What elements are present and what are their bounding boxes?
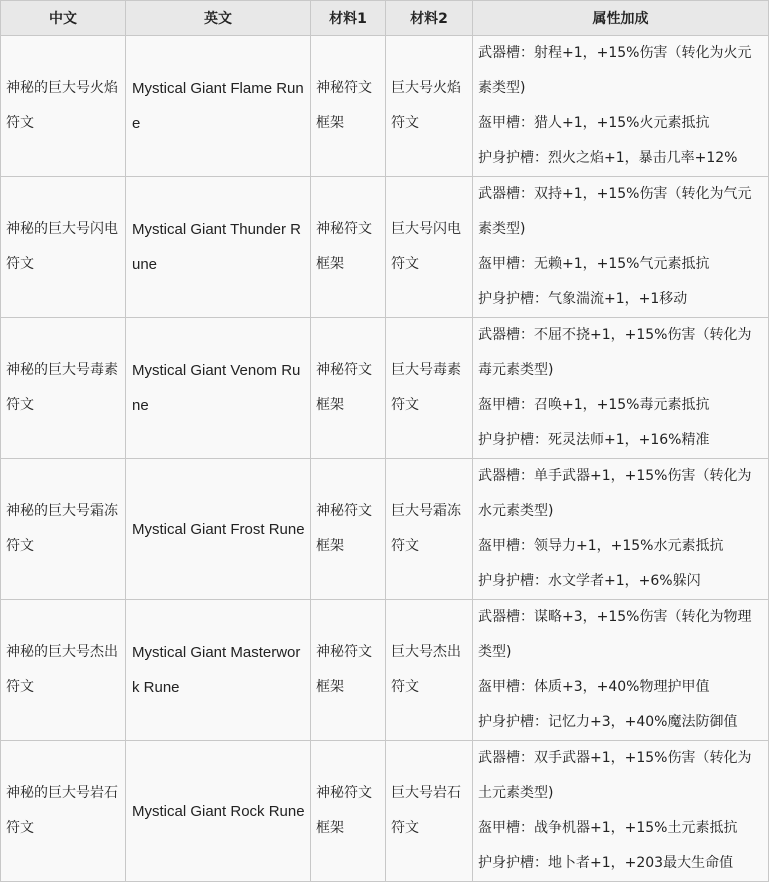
cell-bonus <box>473 36 769 177</box>
bonus-weapon-slot: 武器槽：谋略+3，+15%伤害（转化为物理类型) <box>478 609 752 660</box>
header-bonus: 属性加成 <box>473 1 769 36</box>
cell-english: Mystical Giant Masterwork Rune <box>126 600 311 741</box>
cell-chinese: 神秘的巨大号火焰符文 <box>1 36 126 177</box>
header-row <box>1 1 769 36</box>
bonus-armor-slot: 盔甲槽：战争机器+1，+15%土元素抵抗 <box>478 820 738 836</box>
bonus-weapon-slot: 武器槽：射程+1，+15%伤害（转化为火元素类型) <box>478 45 752 96</box>
cell-material1: 神秘符文框架 <box>311 600 386 741</box>
header-english: 英文 <box>126 1 311 36</box>
bonus-amulet-slot: 护身护槽：地卜者+1，+203最大生命值 <box>478 855 734 871</box>
table-row <box>1 177 769 318</box>
cell-material1: 神秘符文框架 <box>311 318 386 459</box>
cell-material1: 神秘符文框架 <box>311 177 386 318</box>
table-row <box>1 36 769 177</box>
cell-english: Mystical Giant Thunder Rune <box>126 177 311 318</box>
header-material2: 材料2 <box>386 1 473 36</box>
bonus-weapon-slot: 武器槽：不屈不挠+1，+15%伤害（转化为毒元素类型) <box>478 327 752 378</box>
bonus-amulet-slot: 护身护槽：水文学者+1，+6%躲闪 <box>478 573 701 589</box>
bonus-armor-slot: 盔甲槽：领导力+1，+15%水元素抵抗 <box>478 538 724 554</box>
cell-chinese: 神秘的巨大号霜冻符文 <box>1 459 126 600</box>
cell-bonus <box>473 177 769 318</box>
table-row <box>1 318 769 459</box>
cell-material1: 神秘符文框架 <box>311 741 386 882</box>
header-chinese: 中文 <box>1 1 126 36</box>
bonus-amulet-slot: 护身护槽：烈火之焰+1，暴击几率+12% <box>478 150 738 166</box>
cell-material2: 巨大号火焰符文 <box>386 36 473 177</box>
cell-bonus <box>473 600 769 741</box>
cell-material1: 神秘符文框架 <box>311 459 386 600</box>
bonus-weapon-slot: 武器槽：双持+1，+15%伤害（转化为气元素类型) <box>478 186 752 237</box>
cell-material1: 神秘符文框架 <box>311 36 386 177</box>
bonus-weapon-slot: 武器槽：双手武器+1，+15%伤害（转化为土元素类型) <box>478 750 752 801</box>
bonus-armor-slot: 盔甲槽：猎人+1，+15%火元素抵抗 <box>478 115 710 131</box>
cell-chinese: 神秘的巨大号闪电符文 <box>1 177 126 318</box>
table-row <box>1 459 769 600</box>
cell-material2: 巨大号杰出符文 <box>386 600 473 741</box>
table-row <box>1 741 769 882</box>
cell-chinese: 神秘的巨大号毒素符文 <box>1 318 126 459</box>
bonus-armor-slot: 盔甲槽：召唤+1，+15%毒元素抵抗 <box>478 397 710 413</box>
cell-english: Mystical Giant Rock Rune <box>126 741 311 882</box>
cell-english: Mystical Giant Frost Rune <box>126 459 311 600</box>
cell-english: Mystical Giant Venom Rune <box>126 318 311 459</box>
bonus-amulet-slot: 护身护槽：死灵法师+1，+16%精准 <box>478 432 710 448</box>
cell-material2: 巨大号岩石符文 <box>386 741 473 882</box>
cell-bonus <box>473 318 769 459</box>
cell-bonus <box>473 459 769 600</box>
cell-material2: 巨大号霜冻符文 <box>386 459 473 600</box>
cell-chinese: 神秘的巨大号岩石符文 <box>1 741 126 882</box>
cell-chinese: 神秘的巨大号杰出符文 <box>1 600 126 741</box>
bonus-weapon-slot: 武器槽：单手武器+1，+15%伤害（转化为水元素类型) <box>478 468 752 519</box>
cell-material2: 巨大号闪电符文 <box>386 177 473 318</box>
bonus-armor-slot: 盔甲槽：无赖+1，+15%气元素抵抗 <box>478 256 710 272</box>
cell-material2: 巨大号毒素符文 <box>386 318 473 459</box>
bonus-amulet-slot: 护身护槽：记忆力+3，+40%魔法防御值 <box>478 714 738 730</box>
cell-english: Mystical Giant Flame Rune <box>126 36 311 177</box>
bonus-amulet-slot: 护身护槽：气象湍流+1，+1移动 <box>478 291 688 307</box>
bonus-armor-slot: 盔甲槽：体质+3，+40%物理护甲值 <box>478 679 710 695</box>
table-row <box>1 600 769 741</box>
cell-bonus <box>473 741 769 882</box>
header-material1: 材料1 <box>311 1 386 36</box>
